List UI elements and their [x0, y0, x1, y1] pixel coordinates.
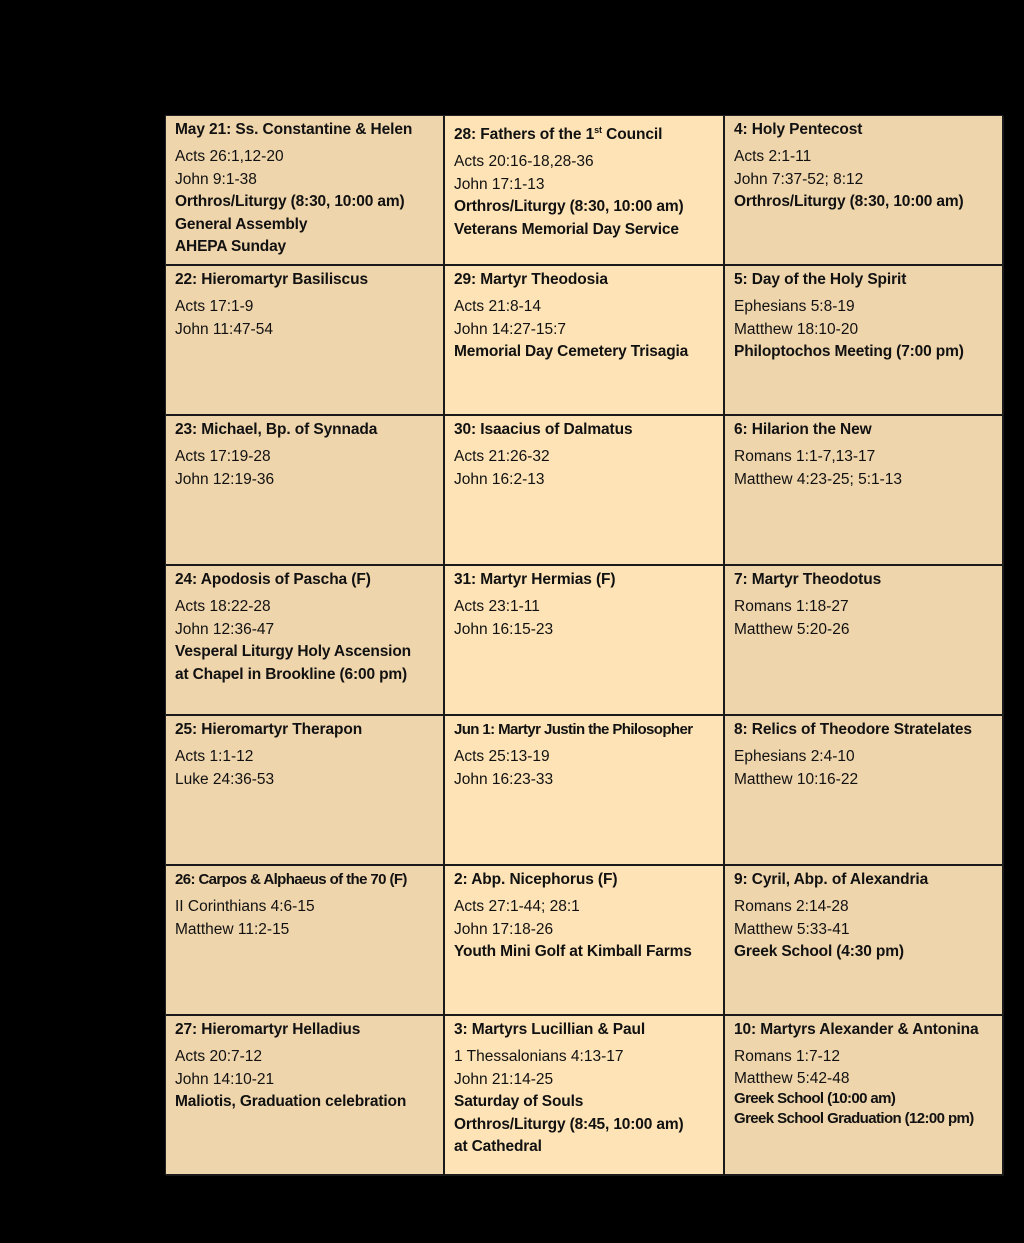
day-cell-jun-1	[445, 716, 725, 866]
day-cell-may-24	[166, 566, 445, 716]
day-title: 22: Hieromartyr Basiliscus	[175, 271, 368, 288]
reading: John 14:27-15:7	[454, 320, 567, 338]
event: Orthros/Liturgy (8:30, 10:00 am)	[734, 193, 964, 210]
reading: John 16:23-33	[454, 770, 554, 788]
day-cell-may-21	[166, 116, 445, 266]
day-title: 9: Cyril, Abp. of Alexandria	[734, 871, 929, 888]
event: Philoptochos Meeting (7:00 pm)	[734, 343, 964, 360]
event: Maliotis, Graduation celebration	[175, 1093, 407, 1110]
day-cell-may-28	[445, 116, 725, 266]
day-cell-jun-3	[445, 1016, 725, 1176]
reading: John 12:36-47	[175, 620, 275, 638]
day-title: 8: Relics of Theodore Stratelates	[734, 721, 972, 738]
event: Youth Mini Golf at Kimball Farms	[454, 943, 692, 960]
day-title: 7: Martyr Theodotus	[734, 571, 882, 588]
day-cell-jun-4	[725, 116, 1004, 266]
day-title: 27: Hieromartyr Helladius	[175, 1021, 361, 1038]
reading: Acts 1:1-12	[175, 748, 254, 765]
day-cell-may-26	[166, 866, 445, 1016]
event: AHEPA Sunday	[175, 238, 287, 255]
day-title: Jun 1: Martyr Justin the Philosopher	[454, 721, 693, 738]
reading: Matthew 5:42-48	[734, 1069, 850, 1087]
day-cell-jun-7	[725, 566, 1004, 716]
reading: Matthew 5:20-26	[734, 620, 850, 638]
reading: Romans 1:18-27	[734, 598, 849, 615]
day-cell-jun-2	[445, 866, 725, 1016]
reading: Matthew 5:33-41	[734, 920, 850, 938]
event: Orthros/Liturgy (8:30, 10:00 am)	[175, 193, 405, 210]
day-title-pre: 28: Fathers of the 1	[454, 126, 595, 144]
day-title	[454, 120, 715, 145]
day-cell-may-27	[166, 1016, 445, 1176]
event: Veterans Memorial Day Service	[454, 220, 679, 238]
reading: Ephesians 2:4-10	[734, 748, 855, 765]
event: Orthros/Liturgy (8:30, 10:00 am)	[454, 198, 684, 216]
day-title: 31: Martyr Hermias (F)	[454, 571, 616, 588]
reading: John 11:47-54	[175, 320, 273, 338]
reading: John 16:2-13	[454, 470, 545, 488]
day-title: 2: Abp. Nicephorus (F)	[454, 871, 618, 888]
day-title: 4: Holy Pentecost	[734, 121, 863, 138]
reading: Acts 27:1-44; 28:1	[454, 898, 580, 915]
event: Orthros/Liturgy (8:45, 10:00 am)	[454, 1115, 684, 1133]
day-title: 26: Carpos & Alphaeus of the 70 (F)	[175, 871, 407, 888]
day-title: 30: Isaacius of Dalmatus	[454, 421, 633, 438]
reading: Ephesians 5:8-19	[734, 298, 855, 315]
day-cell-jun-5	[725, 266, 1004, 416]
reading: 1 Thessalonians 4:13-17	[454, 1048, 624, 1065]
reading: John 12:19-36	[175, 470, 275, 488]
day-cell-may-25	[166, 716, 445, 866]
reading: Acts 21:8-14	[454, 298, 542, 315]
event: Saturday of Souls	[454, 1093, 584, 1110]
day-title: 3: Martyrs Lucillian & Paul	[454, 1021, 646, 1038]
day-title-sup: st	[594, 125, 602, 135]
day-title: 5: Day of the Holy Spirit	[734, 271, 907, 288]
reading: John 14:10-21	[175, 1070, 275, 1088]
reading: II Corinthians 4:6-15	[175, 898, 315, 915]
event: Greek School (10:00 am)	[734, 1089, 896, 1107]
reading: John 17:18-26	[454, 920, 554, 938]
event: Memorial Day Cemetery Trisagia	[454, 343, 689, 360]
day-title: 25: Hieromartyr Therapon	[175, 721, 363, 738]
event: Greek School (4:30 pm)	[734, 943, 904, 960]
reading: Acts 17:19-28	[175, 448, 271, 465]
reading: Romans 2:14-28	[734, 898, 849, 915]
reading: John 9:1-38	[175, 170, 257, 188]
day-cell-may-30	[445, 416, 725, 566]
day-cell-may-31	[445, 566, 725, 716]
reading: Matthew 10:16-22	[734, 770, 859, 788]
event: Vesperal Liturgy Holy Ascension	[175, 643, 411, 660]
reading: Matthew 4:23-25; 5:1-13	[734, 470, 903, 488]
day-title: 10: Martyrs Alexander & Antonina	[734, 1021, 979, 1038]
reading: Acts 25:13-19	[454, 748, 550, 765]
reading: Acts 20:16-18,28-36	[454, 153, 594, 171]
reading: Luke 24:36-53	[175, 770, 275, 788]
day-cell-jun-9	[725, 866, 1004, 1016]
reading: Romans 1:7-12	[734, 1048, 840, 1065]
day-title: 29: Martyr Theodosia	[454, 271, 608, 288]
reading: Acts 23:1-11	[454, 598, 540, 615]
day-title: 6: Hilarion the New	[734, 421, 872, 438]
calendar-grid	[165, 115, 1003, 1175]
reading: Acts 21:26-32	[454, 448, 550, 465]
reading: John 21:14-25	[454, 1070, 554, 1088]
day-cell-jun-8	[725, 716, 1004, 866]
reading: John 16:15-23	[454, 620, 554, 638]
reading: Matthew 18:10-20	[734, 320, 859, 338]
reading: Romans 1:1-7,13-17	[734, 448, 876, 465]
day-cell-jun-10	[725, 1016, 1004, 1176]
reading: John 7:37-52; 8:12	[734, 170, 864, 188]
event: General Assembly	[175, 215, 308, 233]
day-cell-may-29	[445, 266, 725, 416]
reading: Matthew 11:2-15	[175, 920, 290, 938]
day-title: May 21: Ss. Constantine & Helen	[175, 121, 413, 138]
reading: John 17:1-13	[454, 175, 545, 193]
day-cell-may-23	[166, 416, 445, 566]
reading: Acts 20:7-12	[175, 1048, 263, 1065]
day-title: 23: Michael, Bp. of Synnada	[175, 421, 378, 438]
event: at Cathedral	[454, 1138, 542, 1155]
event: at Chapel in Brookline (6:00 pm)	[175, 665, 408, 683]
day-cell-jun-6	[725, 416, 1004, 566]
reading: Acts 26:1,12-20	[175, 148, 284, 165]
day-title-post: Council	[601, 126, 663, 144]
event: Greek School Graduation (12:00 pm)	[734, 1109, 974, 1127]
reading: Acts 18:22-28	[175, 598, 271, 615]
reading: Acts 17:1-9	[175, 298, 254, 315]
day-cell-may-22	[166, 266, 445, 416]
reading: Acts 2:1-11	[734, 148, 812, 165]
day-title: 24: Apodosis of Pascha (F)	[175, 571, 371, 588]
